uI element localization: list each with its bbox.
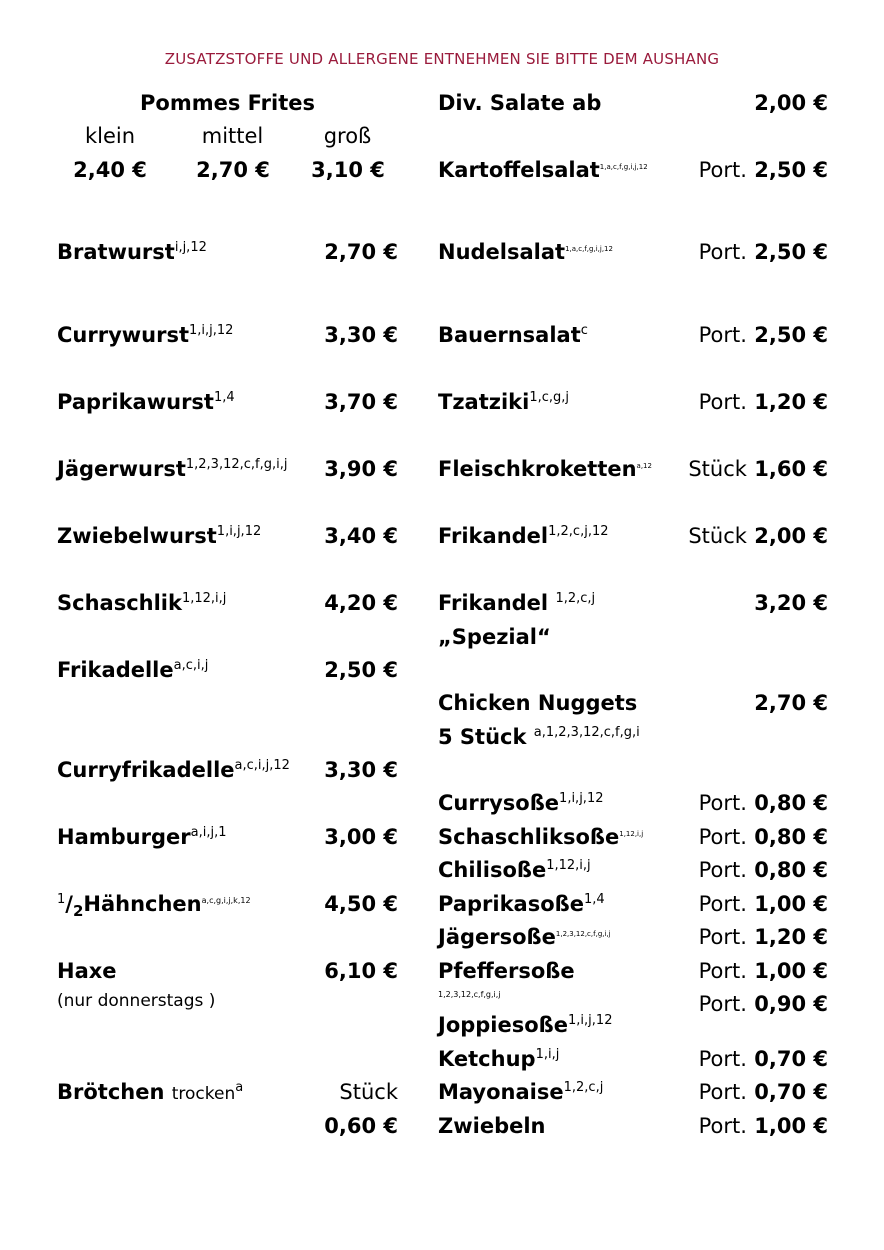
- menu-item-name: Hamburger$^{a,i,j,1}$: [57, 825, 227, 849]
- menu-item-name: Chilisoße$^{1,12,i,j}$: [438, 858, 591, 882]
- menu-item-name: Curryfrikadelle$^{a,c,i,j,12}$: [57, 758, 290, 782]
- menu-item-name: Fleischkroketten$^{a,12}$: [438, 457, 652, 481]
- menu-item-price: Stück 2,00 €: [688, 524, 828, 548]
- menu-item-allergens: 1,2,3,12,c,f,g,i,j: [438, 990, 501, 999]
- menu-item-note: (nur donnerstags ): [57, 991, 216, 1011]
- pommes-price-large: 3,10 €: [311, 158, 385, 182]
- pommes-size-large: groß: [323, 124, 372, 148]
- menu-item-name: Brötchen trocken$^a$: [57, 1080, 244, 1104]
- menu-item-name-line2: 5 Stück $^{a,1,2,3,12,c,f,g,i}$: [438, 725, 640, 749]
- menu-item-name: Haxe: [57, 959, 117, 983]
- menu-item-price: 4,50 €: [324, 892, 398, 916]
- menu-item-price: 6,10 €: [324, 959, 398, 983]
- menu-item-name: Mayonaise$^{1,2,c,j}$: [438, 1080, 604, 1104]
- menu-item-price: 2,70 €: [754, 691, 828, 715]
- menu-item-name: Jägersoße$^{1,2,3,12,c,f,g,i,j}$: [438, 925, 611, 949]
- menu-item-price: 3,70 €: [324, 390, 398, 414]
- menu-item-name: Zwiebeln: [438, 1114, 546, 1138]
- menu-item-price: Port. 1,00 €: [698, 1114, 828, 1138]
- menu-item-price: 3,40 €: [324, 524, 398, 548]
- menu-item-name: Div. Salate ab: [438, 91, 602, 115]
- menu-item-price: Port. 1,20 €: [698, 390, 828, 414]
- menu-item-price: Port. 0,90 €: [698, 992, 828, 1016]
- menu-item-name: Frikandel $^{1,2,c,j}$: [438, 591, 596, 615]
- menu-item-price: Port. 2,50 €: [698, 240, 828, 264]
- menu-item-name: Joppiesoße$^{1,i,j,12}$: [438, 1013, 613, 1037]
- menu-item-name: Currysoße$^{1,i,j,12}$: [438, 791, 604, 815]
- pommes-price-medium: 2,70 €: [196, 158, 270, 182]
- pommes-size-medium: mittel: [201, 124, 264, 148]
- menu-item-price: 3,30 €: [324, 758, 398, 782]
- menu-item-name-line2: „Spezial“: [438, 625, 551, 649]
- menu-item-name: $^1/_2Hähnchen^{a,c,g,i,j,k,12}$: [57, 892, 251, 921]
- menu-item-price: Port. 1,00 €: [698, 892, 828, 916]
- menu-item-price: 0,60 €: [324, 1114, 398, 1138]
- menu-item-price: Port. 0,70 €: [698, 1047, 828, 1071]
- menu-item-price: Stück 1,60 €: [688, 457, 828, 481]
- menu-item-price: 3,20 €: [754, 591, 828, 615]
- menu-item-name: Bauernsalat$^c$: [438, 323, 588, 347]
- menu-item-price: Port. 0,80 €: [698, 858, 828, 882]
- menu-item-name: Bratwurst$^{i,j,12}$: [57, 240, 207, 264]
- allergen-notice-header: ZUSATZSTOFFE UND ALLERGENE ENTNEHMEN SIE BITTE DEM AUSHANG: [164, 50, 720, 68]
- menu-item-name: Paprikawurst$^{1,4}$: [57, 390, 235, 414]
- menu-item-price: Port. 1,00 €: [698, 959, 828, 983]
- pommes-title: Pommes Frites: [140, 91, 315, 115]
- menu-item-name: Kartoffelsalat$^{1,a,c,f,g,i,j,12}$: [438, 158, 648, 182]
- menu-item-price: 3,30 €: [324, 323, 398, 347]
- menu-item-name: Schaschliksoße$^{1,12,i,j}$: [438, 825, 644, 849]
- menu-item-name: Currywurst$^{1,i,j,12}$: [57, 323, 234, 347]
- menu-item-price: Port. 0,70 €: [698, 1080, 828, 1104]
- menu-item-price: 4,20 €: [324, 591, 398, 615]
- menu-item-price: Port. 0,80 €: [698, 825, 828, 849]
- menu-item-price: Port. 1,20 €: [698, 925, 828, 949]
- menu-item-name: Jägerwurst$^{1,2,3,12,c,f,g,i,j}$: [57, 457, 288, 481]
- menu-item-price: 3,90 €: [324, 457, 398, 481]
- menu-item-price: Port. 2,50 €: [698, 323, 828, 347]
- menu-item-name: Frikandel$^{1,2,c,j,12}$: [438, 524, 609, 548]
- menu-item-name: Ketchup$^{1,i,j}$: [438, 1047, 560, 1071]
- menu-item-name: Nudelsalat$^{1,a,c,f,g,i,j,12}$: [438, 240, 613, 264]
- menu-item-name: Paprikasoße$^{1,4}$: [438, 892, 605, 916]
- pommes-size-small: klein: [84, 124, 136, 148]
- menu-item-name: Zwiebelwurst$^{1,i,j,12}$: [57, 524, 262, 548]
- menu-item-price: 2,50 €: [324, 658, 398, 682]
- pommes-price-small: 2,40 €: [73, 158, 147, 182]
- menu-item-price: 2,00 €: [754, 91, 828, 115]
- menu-item-name: Tzatziki$^{1,c,g,j}$: [438, 390, 570, 414]
- menu-item-price: Port. 2,50 €: [698, 158, 828, 182]
- menu-item-price: 3,00 €: [324, 825, 398, 849]
- menu-item-name: Frikadelle$^{a,c,i,j}$: [57, 658, 209, 682]
- menu-item-price: Port. 0,80 €: [698, 791, 828, 815]
- menu-item-name: Schaschlik$^{1,12,i,j}$: [57, 591, 227, 615]
- menu-item-price: 2,70 €: [324, 240, 398, 264]
- menu-item-name: Pfeffersoße: [438, 959, 575, 983]
- menu-item-unit: Stück: [339, 1080, 398, 1104]
- menu-item-name: Chicken Nuggets: [438, 691, 638, 715]
